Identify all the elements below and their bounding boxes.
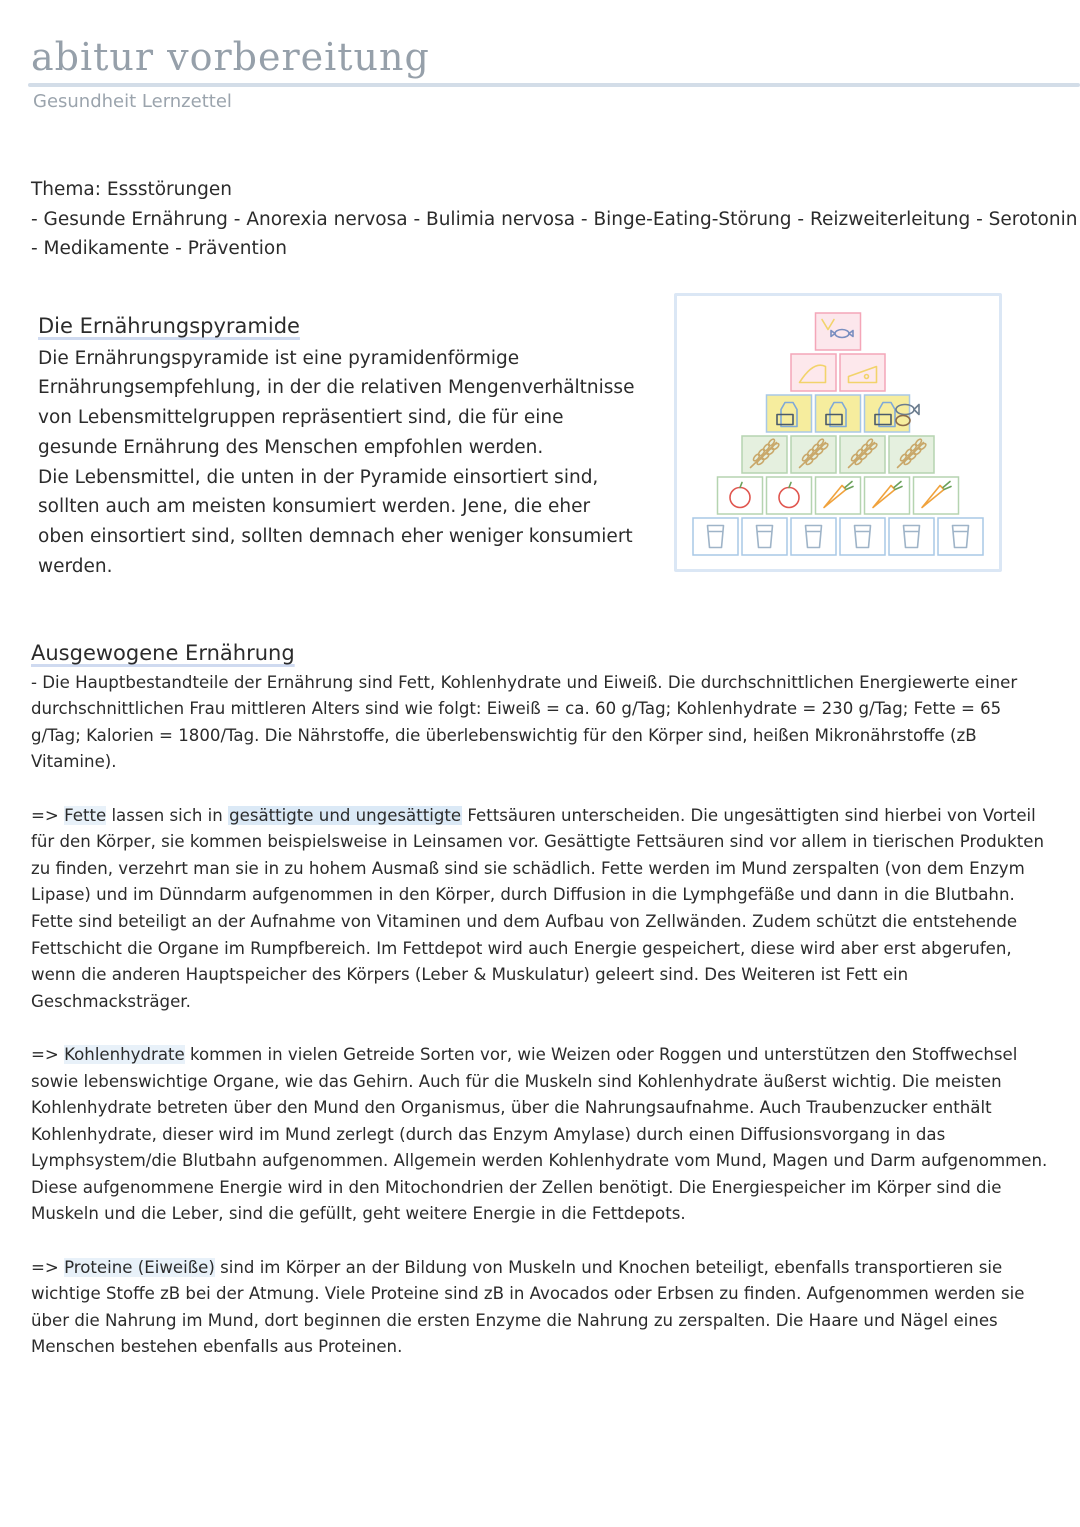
balanced-diet-section [31,640,1051,1388]
pyramid-block [840,518,885,555]
pyramid-block [840,354,885,391]
food-pyramid-graphic [677,296,999,569]
brand-title: abitur vorbereitung [31,35,430,79]
pyramid-block [767,477,812,514]
carbs-paragraph [31,1042,1051,1228]
pyramid-block [791,518,836,555]
pyramid-heading: Die Ernährungspyramide [38,314,300,338]
pyramid-paragraph-1: Die Ernährungspyramide ist eine pyramidenförmige Ernährungsempfehlung, in der die relativen Mengenverhältnisse von Lebensmittelgruppen repräsentiert sind, die für eine gesunde Ernährung des Menschen empfohlen werden. [38,347,635,458]
fat-text: Fettsäuren unterscheiden. Die ungesättigten sind hierbei von Vorteil für den Körper, sie kommen beispielsweise in Leinsamen vor. Gesättigte Fettsäuren sind vor allem in tierischen Produkten zu finden, verzehrt man sie in zu hohem Ausmaß sind sie schädlich. Fette werden im Mund zerspalten (von dem Enzym Lipase) und im Dünndarm aufgenommen in den Körper, durch Diffusion in die Lymphgefäße und dann in die Blutbahn. Fette sind beteiligt an der Aufnahme von Vitaminen und dem Aufbau von Zellwänden. Zudem schützt die entstehende Fettschicht die Organe im Rumpfbereich. Im Fettdepot wird auch Energie gespeichert, diese wird aber erst abgerufen, wenn die anderen Hauptspeicher des Körpers (Leber & Muskulatur) geleert sind. Des Weiteren ist Fett ein Geschmacksträger. [31,805,1045,1011]
header-rule [28,83,1080,87]
pyramid-block [889,518,934,555]
balance-intro: - Die Hauptbestandteile der Ernährung sind Fett, Kohlenhydrate und Eiweiß. Die durchschnittlichen Energiewerte einer durchschnittlichen Frau mittleren Alters sind wie folgt: Eiweiß = ca. 60 g/Tag; Kohlenhydrate = 230 g/Tag; Fette = 65 g/Tag; Kalorien = 1800/Tag. Die Nährstoffe, die überlebenswichtig für den Körper sind, heißen Mikronährstoffe (zB Vitamine). [31,672,1018,772]
topic-list-line-1: - Gesunde Ernährung - Anorexia nervosa - Bulimia nervosa - Binge-Eating-Störung - Reizweiterleitung - Serotonin [31,208,1078,230]
pyramid-block [791,354,836,391]
pyramid-block [693,518,738,555]
fat-paragraph [31,803,1051,1016]
topic-list-line-2: - Medikamente - Prävention [31,238,287,259]
pyramid-paragraph-2: Die Lebensmittel, die unten in der Pyramide einsortiert sind, sollten auch am meisten konsumiert werden. Jene, die eher oben einsortiert sind, sollten demnach eher weniger konsumiert werden. [38,466,633,577]
pyramid-block [938,518,983,555]
fat-arrow: => [31,805,65,825]
balance-heading: Ausgewogene Ernährung [31,641,295,665]
food-pyramid-image [674,293,1002,572]
carbs-arrow: => [31,1044,65,1064]
fat-mid: lassen sich in [106,805,229,825]
topic-block [31,175,1078,264]
pyramid-section [38,312,638,581]
protein-arrow: => [31,1257,65,1277]
fat-term: Fette [64,805,107,825]
brand-subtitle: Gesundheit Lernzettel [33,91,232,112]
carbs-text: kommen in vielen Getreide Sorten vor, wie Weizen oder Roggen und unterstützen den Stoffwechsel sowie lebenswichtige Organe, wie das Gehirn. Auch für die Muskeln sind Kohlenhydrate äußerst wichtig. Die meisten Kohlenhydrate betreten über den Mund den Organismus, über die Nahrungsaufnahme. Auch Traubenzucker enthält Kohlenhydrate, dieser wird im Mund zerlegt (durch das Enzym Amylase) durch einen Diffusionsvorgang in das Lymphsystem/die Blutbahn aufgenommen. Allgemein werden Kohlenhydrate vom Mund, Magen und Darm aufgenommen. Diese aufgenommene Energie wird in den Mitochondrien der Zellen benötigt. Die Energiespeicher im Körper sind die Muskeln und die Leber, sind die gefüllt, geht weitere Energie in die Fettdepots. [31,1044,1048,1224]
fat-highlight: gesättigte und ungesättigte [229,805,462,825]
pyramid-block [742,518,787,555]
protein-text: sind im Körper an der Bildung von Muskeln und Knochen beteiligt, ebenfalls transportieren sie wichtige Stoffe zB bei der Atmung. Viele Proteine sind zB in Avocados oder Erbsen zu finden. Aufgenommen werden sie über die Nahrung im Mund, dort beginnen die ersten Enzyme die Nahrung zu zerspalten. Die Haare und Nägel eines Menschen bestehen ebenfalls aus Proteinen. [31,1257,1025,1357]
topic-label: Thema: Essstörungen [31,179,232,200]
protein-paragraph [31,1255,1051,1361]
carbs-term: Kohlenhydrate [64,1044,185,1064]
protein-term: Proteine (Eiweiße) [64,1257,215,1277]
pyramid-block [718,477,763,514]
